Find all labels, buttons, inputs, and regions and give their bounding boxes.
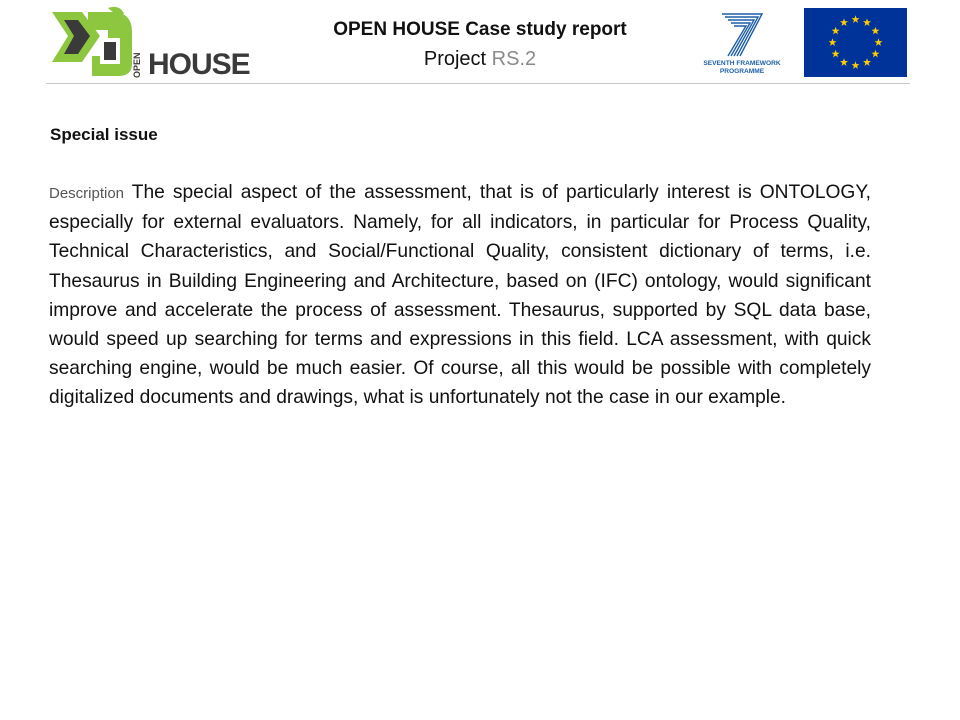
description-text: The special aspect of the assessment, that is of particularly interest is ONTOLOGY, especially for external evaluators. Namely, for all indicators, in particular for Process Quality, Technical Characteristics, and Social/Functional Quality, consistent dictionary of terms, i.e. Thesaurus in Building Engineering and Architecture, based on (IFC) ontology, would significant improve and accelerate the process of assessment. Thesaurus, supported by SQL data base, would speed up searching for terms and expressions in this field. LCA assessment, with quick searching engine, would be much easier. Of course, all this would be possible with completely digitalized documents and drawings, what is unfortunately not the case in our example. (49, 182, 872, 409)
section-heading: Special issue (50, 125, 158, 144)
logo-open-text: OPEN (132, 52, 142, 78)
open-house-logo (48, 6, 250, 81)
fp7-logo (700, 8, 784, 78)
project-subtitle (250, 48, 710, 71)
project-label: Project (423, 48, 487, 70)
description-paragraph (49, 178, 871, 413)
description-label: Description (49, 185, 125, 202)
eu-flag (804, 8, 907, 77)
report-title: OPEN HOUSE Case study report (333, 19, 627, 40)
header-divider (46, 83, 910, 84)
fp7-line1: SEVENTH FRAMEWORK (703, 60, 781, 67)
fp7-line2: PROGRAMME (719, 68, 765, 75)
project-code: RS.2 (491, 48, 537, 70)
logo-house-text: HOUSE (148, 48, 250, 81)
